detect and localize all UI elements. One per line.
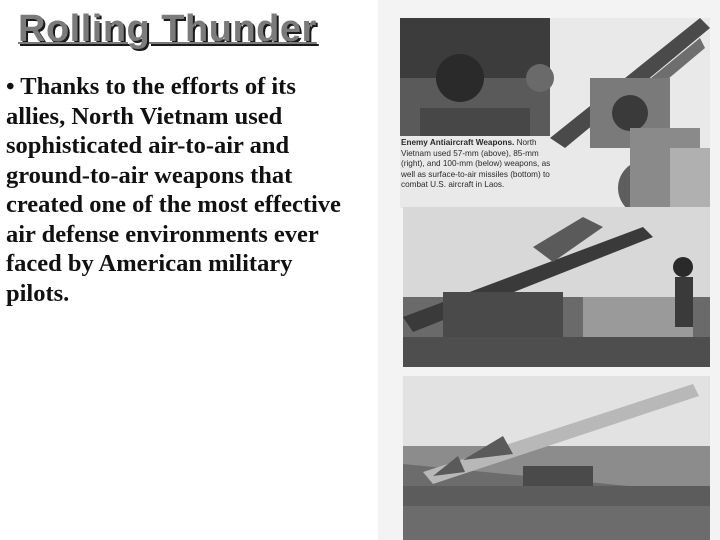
85mm-gun-image [403,207,710,367]
85mm-gun-photo [403,207,710,367]
surface-to-air-missile-photo [403,376,710,540]
caption-text: North Vietnam used 57-mm (above), 85-mm (right), and 100-mm (below) weapons, as well as surface-to-air missiles (bottom) to combat U.S. aircraft in Laos. [401,138,551,190]
bullet-text: • Thanks to the efforts of its allies, North Vietnam used sophisticated air-to-air and ground-to-air weapons that created one of the most effective air defense environments ever faced by American military pilots. [6,73,341,307]
slide-title: Rolling Thunder [18,8,317,50]
surface-to-air-missile-image [403,376,710,540]
caption-heading: Enemy Antiaircraft Weapons. [401,138,515,147]
photo-caption [401,138,551,191]
